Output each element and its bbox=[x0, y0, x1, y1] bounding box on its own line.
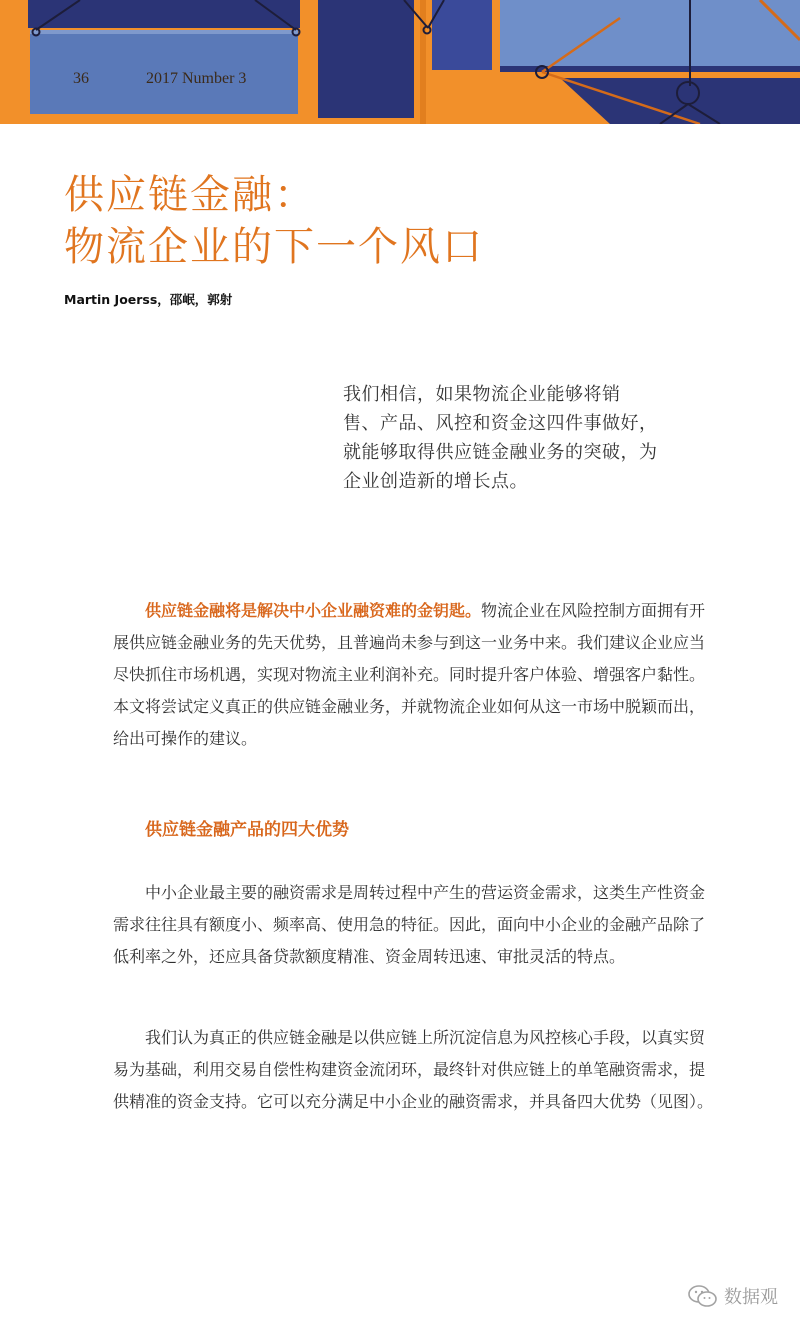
section-heading: 供应链金融产品的四大优势 bbox=[145, 820, 349, 840]
pull-quote bbox=[343, 380, 713, 496]
header-banner bbox=[0, 0, 800, 124]
pull-quote-line: 企业创造新的增长点。 bbox=[343, 471, 528, 492]
pull-quote-line: 售、产品、风控和资金这四件事做好， bbox=[343, 413, 658, 434]
watermark-label: 数据观 bbox=[724, 1287, 778, 1308]
body-paragraph-2: 我们认为真正的供应链金融是以供应链上所沉淀信息为风控核心手段，以真实贸易为基础，利用交易自偿性构建资金流闭环，最终针对供应链上的单笔融资需求，提供精准的资金支持。它可以充分满足中小企业的融资需求，并具备四大优势（见图）。 bbox=[113, 1028, 714, 1111]
body-paragraph-1: 中小企业最主要的融资需求是周转过程中产生的营运资金需求，这类生产性资金需求往往具有额度小、频率高、使用急的特征。因此，面向中小企业的金融产品除了低利率之外，还应具备贷款额度精准、资金周转迅速、审批灵活的特点。 bbox=[113, 883, 706, 966]
wechat-icon bbox=[688, 1284, 718, 1308]
intro-text: 物流企业在风险控制方面拥有开展供应链金融业务的先天优势，且普遍尚未参与到这一业务中来。我们建议企业应当尽快抓住市场机遇，实现对物流主业利润补充。同时提升客户体验、增强客户黏性。本文将尝试定义真正的供应链金融业务，并就物流企业如何从这一市场中脱颖而出，给出可操作的建议。 bbox=[113, 601, 706, 748]
intro-paragraph bbox=[113, 595, 713, 755]
article-title-line-2: 物流企业的下一个风口 bbox=[64, 224, 484, 270]
page-number: 36 bbox=[73, 70, 89, 87]
article-authors: Martin Joerss，邵岷，郭射 bbox=[64, 292, 233, 307]
watermark bbox=[688, 1283, 778, 1309]
intro-highlight: 供应链金融将是解决中小企业融资难的金钥匙。 bbox=[145, 601, 482, 620]
banner-illustration bbox=[0, 0, 800, 124]
pull-quote-line: 就能够取得供应链金融业务的突破，为 bbox=[343, 442, 658, 463]
article-title-line-1: 供应链金融： bbox=[64, 172, 316, 218]
issue-label: 2017 Number 3 bbox=[146, 70, 247, 87]
pull-quote-line: 我们相信，如果物流企业能够将销 bbox=[343, 384, 621, 405]
